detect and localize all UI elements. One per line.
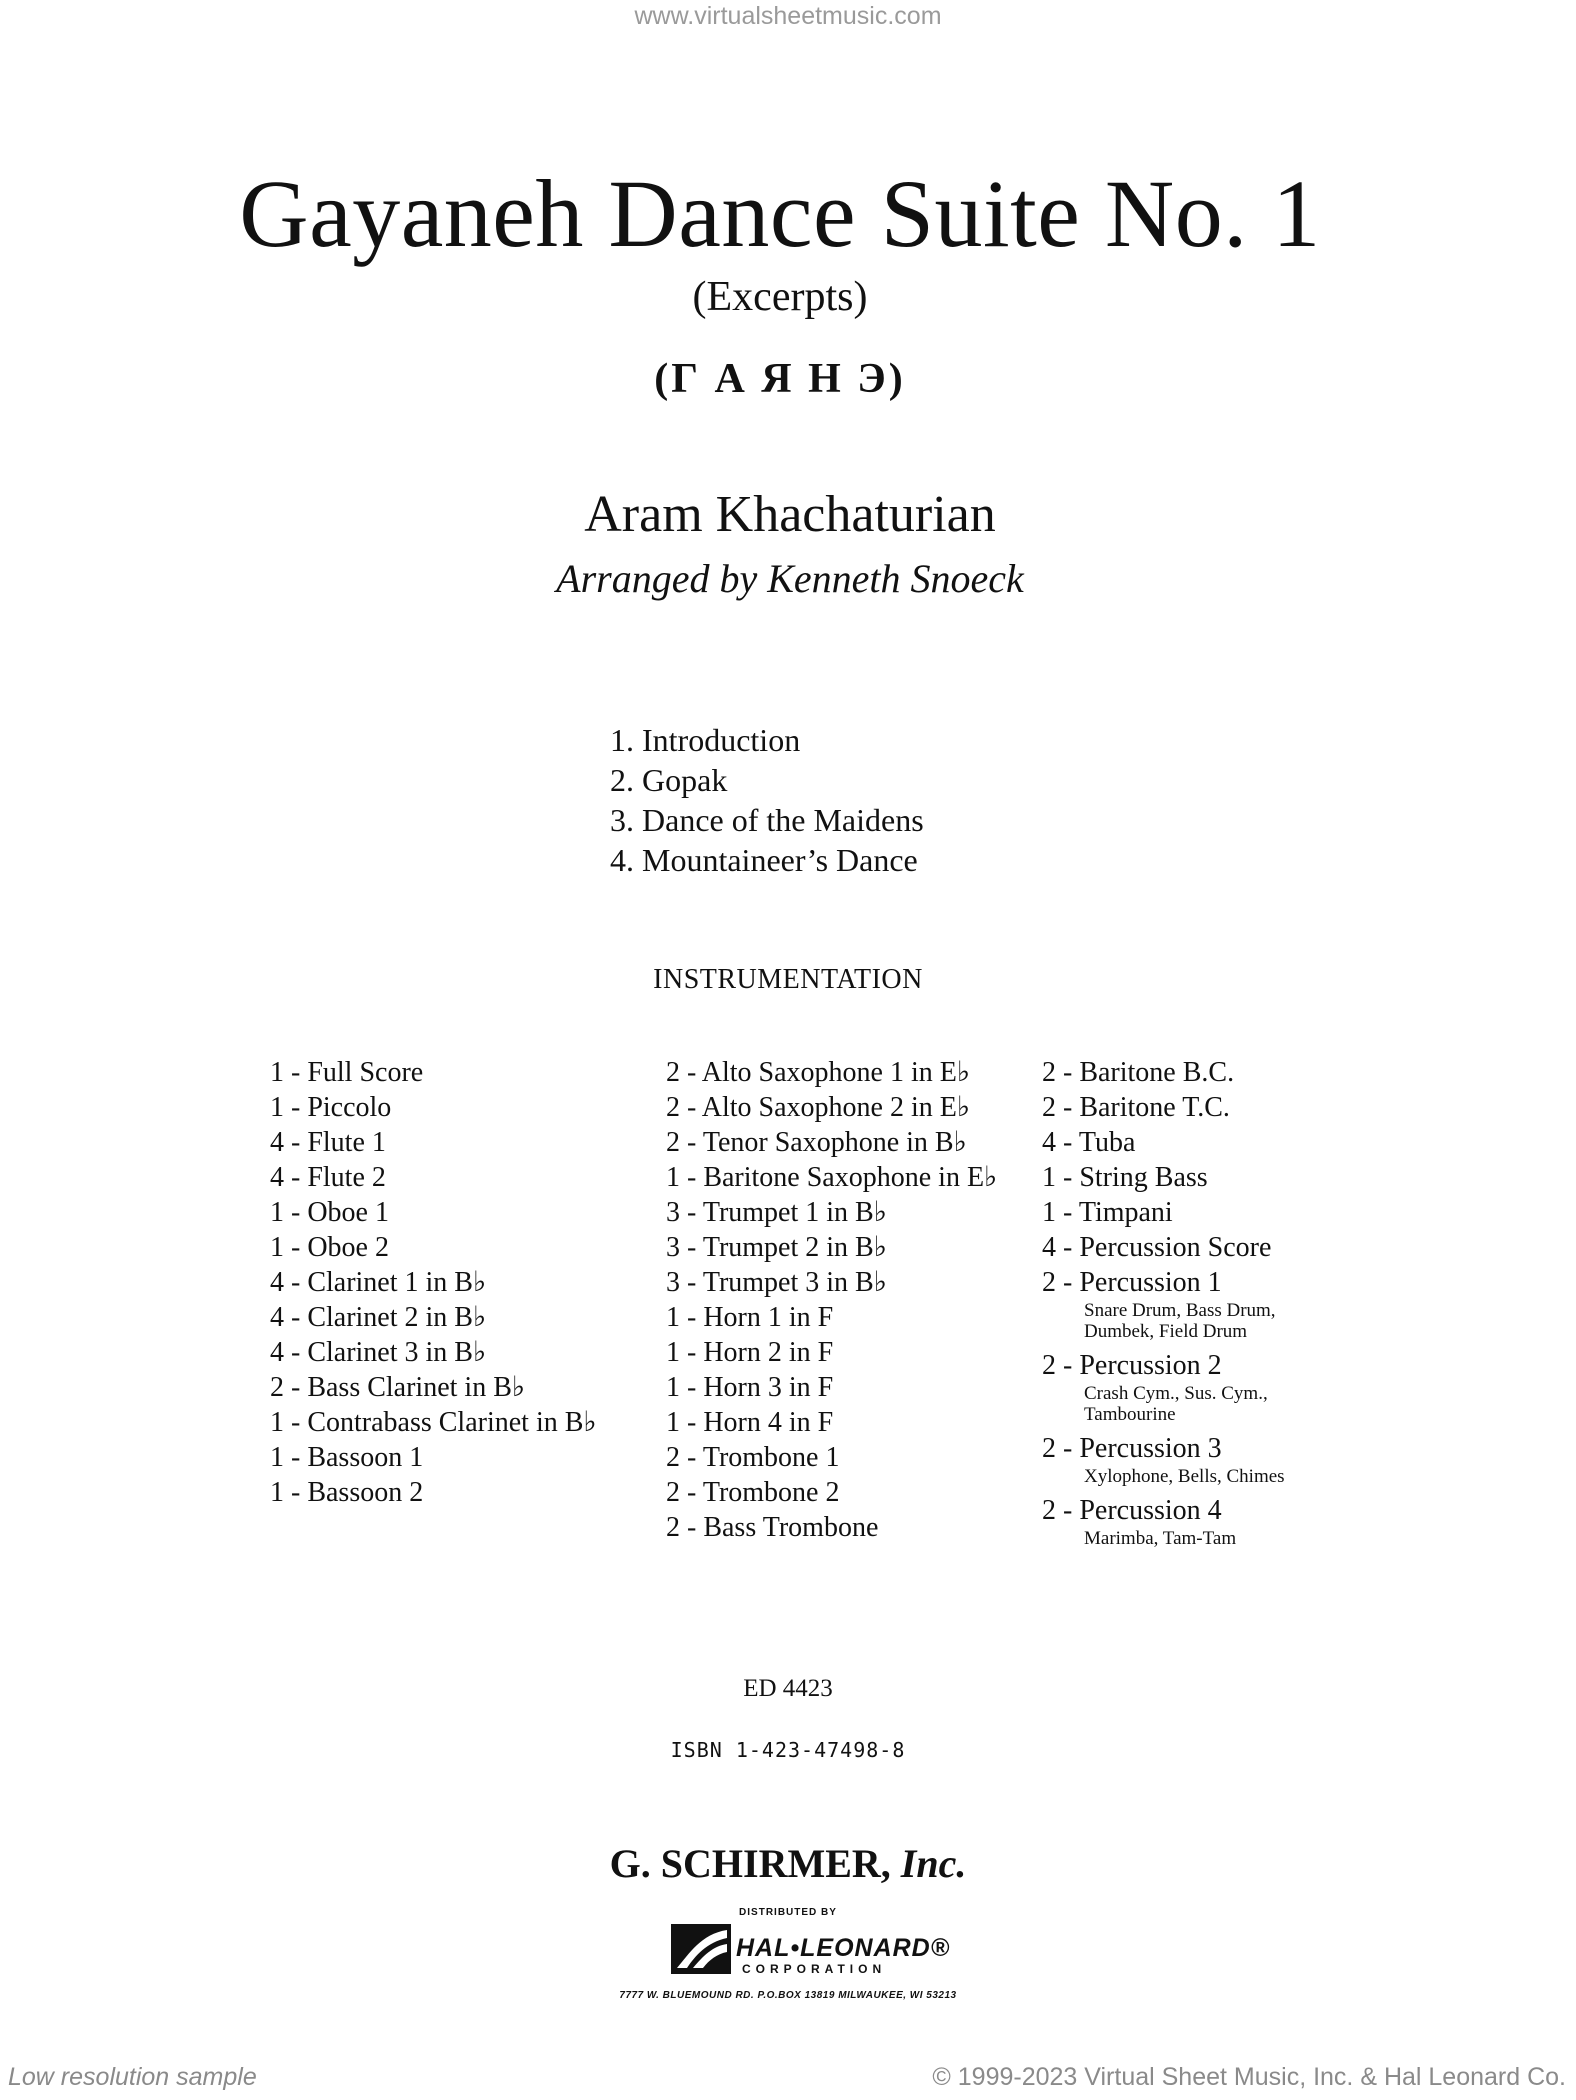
instrument-column-3 xyxy=(1042,1055,1285,1555)
instrument-item: 1 - Oboe 2 xyxy=(270,1232,389,1263)
instrument-column-2 xyxy=(666,1055,997,1545)
percussion-detail: Tambourine xyxy=(1084,1404,1176,1425)
movement-item: 3. Dance of the Maidens xyxy=(610,802,924,838)
arranger: Arranged by Kenneth Snoeck xyxy=(556,556,1024,601)
instrument-item: 1 - Bassoon 2 xyxy=(270,1477,424,1508)
instrument-item: 1 - Horn 3 in F xyxy=(666,1372,834,1403)
instrument-item: 4 - Flute 1 xyxy=(270,1127,386,1158)
instrument-item: 4 - Clarinet 3 in B♭ xyxy=(270,1337,487,1368)
instrument-item: 1 - Horn 2 in F xyxy=(666,1337,834,1368)
percussion-label: 2 - Percussion 4 xyxy=(1042,1495,1222,1526)
percussion-3 xyxy=(1042,1431,1285,1487)
instrument-item: 1 - String Bass xyxy=(1042,1162,1208,1193)
instrumentation-heading: INSTRUMENTATION xyxy=(653,964,923,995)
instrument-item: 2 - Alto Saxophone 1 in E♭ xyxy=(666,1057,971,1088)
instrument-item: 1 - Bassoon 1 xyxy=(270,1442,424,1473)
copyright-notice: © 1999-2023 Virtual Sheet Music, Inc. & Hal Leonard Co. xyxy=(932,2063,1566,2091)
percussion-detail: Dumbek, Field Drum xyxy=(1084,1321,1248,1342)
publisher-name xyxy=(0,1840,1576,1887)
instrument-item: 1 - Full Score xyxy=(270,1057,424,1088)
instrument-item: 4 - Tuba xyxy=(1042,1127,1136,1158)
instrument-item: 3 - Trumpet 3 in B♭ xyxy=(666,1267,887,1298)
instrument-item: 2 - Baritone B.C. xyxy=(1042,1057,1235,1088)
distributed-by-label: DISTRIBUTED BY xyxy=(739,1907,837,1918)
percussion-detail: Crash Cym., Sus. Cym., xyxy=(1084,1383,1268,1404)
percussion-label: 2 - Percussion 2 xyxy=(1042,1350,1222,1381)
instrument-item: 2 - Baritone T.C. xyxy=(1042,1092,1230,1123)
percussion-detail: Snare Drum, Bass Drum, xyxy=(1084,1300,1276,1321)
instrument-item: 4 - Flute 2 xyxy=(270,1162,386,1193)
instrument-item: 3 - Trumpet 1 in B♭ xyxy=(666,1197,887,1228)
percussion-detail: Marimba, Tam-Tam xyxy=(1084,1528,1237,1549)
distributor-address: 7777 W. BLUEMOUND RD. P.O.BOX 13819 MILWAUKEE, WI 53213 xyxy=(619,1990,957,2001)
publisher-main: G. SCHIRMER, xyxy=(609,1841,891,1886)
movement-list xyxy=(610,720,924,880)
watermark-url: www.virtualsheetmusic.com xyxy=(634,2,942,30)
instrument-item: 2 - Alto Saxophone 2 in E♭ xyxy=(666,1092,971,1123)
hal-leonard-logo-icon xyxy=(671,1924,731,1974)
instrument-item: 3 - Trumpet 2 in B♭ xyxy=(666,1232,887,1263)
percussion-detail: Xylophone, Bells, Chimes xyxy=(1084,1466,1285,1487)
instrument-item: 4 - Clarinet 1 in B♭ xyxy=(270,1267,487,1298)
instrument-item: 4 - Percussion Score xyxy=(1042,1232,1272,1263)
percussion-label: 2 - Percussion 3 xyxy=(1042,1433,1222,1464)
distributor-corp: CORPORATION xyxy=(742,1962,887,1976)
instrument-item: 2 - Trombone 1 xyxy=(666,1442,840,1473)
composer: Aram Khachaturian xyxy=(584,486,996,543)
instrument-item: 1 - Piccolo xyxy=(270,1092,392,1123)
instrument-item: 1 - Horn 4 in F xyxy=(666,1407,834,1438)
distributor-brand: HAL•LEONARD® xyxy=(736,1934,951,1962)
movement-item: 4. Mountaineer’s Dance xyxy=(610,842,918,878)
instrument-item: 2 - Bass Clarinet in B♭ xyxy=(270,1372,526,1403)
percussion-label: 2 - Percussion 1 xyxy=(1042,1267,1222,1298)
instrument-item: 1 - Contrabass Clarinet in B♭ xyxy=(270,1407,597,1438)
low-res-notice: Low resolution sample xyxy=(8,2063,257,2091)
percussion-2 xyxy=(1042,1348,1285,1425)
instrument-item: 2 - Tenor Saxophone in B♭ xyxy=(666,1127,967,1158)
movement-item: 1. Introduction xyxy=(610,722,801,758)
instrument-item: 1 - Timpani xyxy=(1042,1197,1173,1228)
subtitle: (Excerpts) xyxy=(692,274,868,320)
instrument-item: 1 - Oboe 1 xyxy=(270,1197,389,1228)
edition-number: ED 4423 xyxy=(743,1675,833,1702)
percussion-1 xyxy=(1042,1265,1285,1342)
isbn: ISBN 1-423-47498-8 xyxy=(670,1738,906,1762)
movement-item: 2. Gopak xyxy=(610,762,728,798)
instrument-item: 2 - Bass Trombone xyxy=(666,1512,879,1543)
cyrillic-title: (Г А Я Н Э) xyxy=(654,356,906,402)
percussion-4 xyxy=(1042,1493,1285,1549)
publisher-suffix: Inc. xyxy=(900,1841,967,1886)
page-title: Gayaneh Dance Suite No. 1 xyxy=(239,160,1321,267)
instrument-item: 4 - Clarinet 2 in B♭ xyxy=(270,1302,487,1333)
instrument-column-1 xyxy=(270,1055,597,1510)
instrument-item: 1 - Horn 1 in F xyxy=(666,1302,834,1333)
instrument-item: 1 - Baritone Saxophone in E♭ xyxy=(666,1162,998,1193)
instrument-item: 2 - Trombone 2 xyxy=(666,1477,840,1508)
